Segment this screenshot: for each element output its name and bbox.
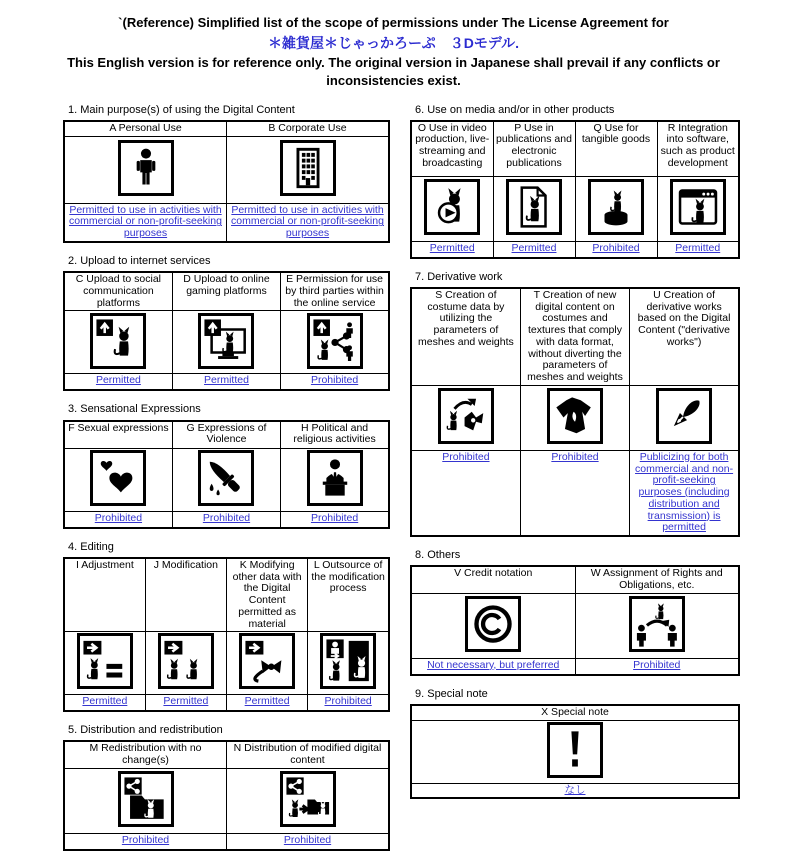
section-4 bbox=[63, 541, 390, 712]
cell-header bbox=[227, 741, 390, 768]
cell-header bbox=[145, 558, 226, 632]
section-1 bbox=[63, 104, 390, 243]
cell-icon bbox=[411, 176, 493, 241]
cell-status-text: Prohibited bbox=[310, 511, 359, 524]
cat-monitor-upload-icon bbox=[198, 313, 254, 369]
cell-status bbox=[64, 833, 227, 850]
cell-header-text: D Upload to online gaming platforms bbox=[183, 273, 270, 297]
person-icon bbox=[118, 140, 174, 196]
cell-header bbox=[172, 421, 280, 449]
cell-icon bbox=[227, 632, 308, 695]
two-cats-modify-icon bbox=[158, 633, 214, 689]
section-8 bbox=[410, 549, 740, 676]
cell-header bbox=[411, 288, 520, 386]
cell-icon bbox=[64, 768, 227, 833]
cell-header-text: F Sexual expressions bbox=[68, 421, 169, 434]
cell-header bbox=[411, 566, 575, 593]
building-icon bbox=[280, 140, 336, 196]
cell-status-text: Permitted bbox=[163, 695, 209, 708]
cell-status-text: Permitted bbox=[95, 374, 141, 387]
section-6 bbox=[410, 104, 740, 259]
cell-header-text: X Special note bbox=[541, 706, 609, 719]
cell-status-text: Permitted bbox=[511, 241, 557, 254]
permissions-table-7 bbox=[410, 287, 740, 537]
section-7 bbox=[410, 271, 740, 537]
cell-status-text: なし bbox=[564, 783, 586, 796]
section-title: 5. Distribution and redistribution bbox=[68, 724, 223, 737]
cell-icon bbox=[145, 632, 226, 695]
copyright-icon bbox=[465, 596, 521, 652]
cell-header-text: Q Use for tangible goods bbox=[581, 121, 651, 146]
header-line1: `(Reference) Simplified list of the scope of permissions under The License Agreement for bbox=[118, 15, 669, 30]
cell-status bbox=[281, 511, 389, 528]
cell-status bbox=[145, 695, 226, 712]
cell-status bbox=[520, 450, 629, 536]
cell-icon bbox=[281, 311, 389, 374]
cell-status bbox=[227, 833, 390, 850]
cell-status bbox=[308, 695, 389, 712]
cell-status bbox=[64, 374, 172, 391]
bow-modify-icon bbox=[239, 633, 295, 689]
permissions-table-8 bbox=[410, 565, 740, 676]
cell-header bbox=[308, 558, 389, 632]
cat-costume-pieces-icon bbox=[438, 388, 494, 444]
cell-icon bbox=[64, 448, 172, 511]
cell-status bbox=[575, 658, 739, 675]
cell-header-text: U Creation of derivative works based on the Digital Content ("derivative works") bbox=[637, 288, 731, 348]
cell-header bbox=[64, 421, 172, 449]
cell-header bbox=[172, 272, 280, 311]
cell-header-text: W Assignment of Rights and Obligations, etc. bbox=[590, 567, 723, 592]
costume-texture-icon bbox=[547, 388, 603, 444]
cell-status-text: Prohibited bbox=[592, 241, 640, 254]
folder-share-modified-cat-icon bbox=[280, 771, 336, 827]
cell-status-text: Permitted to use in activities with commercial or non-profit-seeking purposes bbox=[69, 203, 222, 240]
cell-header-text: M Redistribution with no change(s) bbox=[89, 742, 202, 766]
cell-header-text: T Creation of new digital content on costumes and textures that comply with data format, without diverting the parameters of meshes and weights bbox=[527, 288, 623, 384]
folder-share-cat-icon bbox=[118, 771, 174, 827]
cell-header-text: S Creation of costume data by utilizing the parameters of meshes and weights bbox=[418, 288, 514, 348]
cell-status bbox=[172, 374, 280, 391]
cell-icon bbox=[493, 176, 575, 241]
cell-icon bbox=[64, 136, 227, 203]
exclamation-icon bbox=[547, 722, 603, 778]
cell-header-text: E Permission for use by third parties within the online service bbox=[285, 273, 384, 309]
cell-icon bbox=[172, 448, 280, 511]
permissions-table-5 bbox=[63, 740, 390, 851]
header-disclaimer: This English version is for reference only. The original version in Japanese shall prevail if any conflicts or inconsistencies exist. bbox=[67, 55, 720, 89]
cell-status-text: Not necessary, but preferred bbox=[427, 658, 560, 671]
cell-header-text: H Political and religious activities bbox=[293, 421, 376, 446]
section-title: 8. Others bbox=[415, 549, 461, 562]
cell-status-text: Permitted bbox=[675, 241, 721, 254]
cell-status bbox=[64, 695, 145, 712]
section-3 bbox=[63, 403, 390, 528]
cell-icon bbox=[575, 593, 739, 658]
cell-status-text: Publicizing for both commercial and non-profit-seeking purposes (including distribution and transmission) is permitted bbox=[635, 450, 734, 534]
cell-status-text: Prohibited bbox=[94, 511, 143, 524]
cell-status bbox=[411, 783, 739, 798]
cell-header bbox=[64, 272, 172, 311]
cell-header-text: N Distribution of modified digital content bbox=[233, 742, 382, 766]
outsource-cats-icon bbox=[320, 633, 376, 689]
permissions-table-3 bbox=[63, 420, 390, 529]
cell-header bbox=[411, 121, 493, 177]
cell-icon bbox=[575, 176, 657, 241]
permissions-table-9 bbox=[410, 704, 740, 799]
document-cat-icon bbox=[506, 179, 562, 235]
cell-header bbox=[630, 288, 739, 386]
cell-header-text: A Personal Use bbox=[109, 121, 182, 134]
cell-icon bbox=[227, 136, 390, 203]
section-title: 9. Special note bbox=[415, 687, 488, 700]
cell-status-text: Prohibited bbox=[121, 833, 170, 846]
cell-header bbox=[64, 741, 227, 768]
cell-icon bbox=[281, 448, 389, 511]
left-column bbox=[63, 104, 390, 863]
cell-status-text: Prohibited bbox=[324, 695, 372, 708]
cell-header bbox=[493, 121, 575, 177]
cell-status bbox=[172, 511, 280, 528]
cat-play-video-icon bbox=[424, 179, 480, 235]
cell-status-text: Prohibited bbox=[310, 374, 359, 387]
cell-header bbox=[575, 566, 739, 593]
cell-icon bbox=[630, 385, 739, 450]
cell-status-text: Prohibited bbox=[633, 658, 681, 671]
cell-header-text: I Adjustment bbox=[75, 558, 134, 571]
cell-icon bbox=[520, 385, 629, 450]
header-title-japanese: ＊雑貨屋＊じゃっかろーぷ ３Dモデル. bbox=[267, 34, 520, 51]
cat-adjust-equals-icon bbox=[77, 633, 133, 689]
knife-blood-icon bbox=[198, 450, 254, 506]
cell-status bbox=[64, 511, 172, 528]
hearts-icon bbox=[90, 450, 146, 506]
cell-header-text: B Corporate Use bbox=[268, 121, 347, 134]
permissions-table-4 bbox=[63, 557, 390, 712]
cell-status-text: Prohibited bbox=[202, 511, 251, 524]
cat-figurine-icon bbox=[588, 179, 644, 235]
permissions-table-2 bbox=[63, 271, 390, 391]
section-9 bbox=[410, 688, 740, 799]
cell-header-text: L Outsource of the modification process bbox=[311, 558, 385, 595]
permissions-table-6 bbox=[410, 120, 740, 259]
right-column bbox=[410, 104, 740, 812]
cell-header bbox=[411, 705, 739, 720]
cell-status bbox=[630, 450, 739, 536]
cell-status bbox=[575, 241, 657, 258]
cell-header-text: K Modifying other data with the Digital Content permitted as material bbox=[232, 558, 302, 630]
section-title: 7. Derivative work bbox=[415, 270, 503, 283]
section-2 bbox=[63, 255, 390, 391]
section-title: 2. Upload to internet services bbox=[68, 254, 211, 267]
cell-status-text: Prohibited bbox=[551, 450, 599, 463]
document-header bbox=[0, 0, 787, 91]
cell-icon bbox=[657, 176, 739, 241]
cell-icon bbox=[308, 632, 389, 695]
cell-header-text: O Use in video production, live-streaming and broadcasting bbox=[415, 121, 490, 169]
cell-header-text: R Integration into software, such as product development bbox=[660, 121, 735, 169]
rights-transfer-icon bbox=[629, 596, 685, 652]
section-title: 6. Use on media and/or in other products bbox=[415, 103, 615, 116]
podium-speaker-icon bbox=[307, 450, 363, 506]
cell-status-text: Permitted to use in activities with commercial or non-profit-seeking purposes bbox=[231, 203, 384, 240]
content-columns bbox=[0, 104, 787, 863]
cell-header bbox=[227, 121, 390, 137]
cell-header-text: G Expressions of Violence bbox=[186, 421, 267, 446]
cat-upload-icon bbox=[90, 313, 146, 369]
cell-status bbox=[64, 203, 227, 242]
cell-status bbox=[411, 658, 575, 675]
cell-status-text: Permitted bbox=[82, 695, 128, 708]
upload-third-parties-icon bbox=[307, 313, 363, 369]
cell-icon bbox=[411, 385, 520, 450]
section-title: 4. Editing bbox=[68, 540, 114, 553]
section-title: 1. Main purpose(s) of using the Digital Content bbox=[68, 103, 295, 116]
cell-status-text: Prohibited bbox=[442, 450, 490, 463]
cell-header-text: V Credit notation bbox=[454, 567, 533, 580]
cell-header bbox=[227, 558, 308, 632]
permissions-table-1 bbox=[63, 120, 390, 243]
cell-icon bbox=[227, 768, 390, 833]
cell-status bbox=[411, 241, 493, 258]
cell-header bbox=[64, 121, 227, 137]
cell-status-text: Permitted bbox=[429, 241, 475, 254]
cell-status-text: Permitted bbox=[204, 374, 249, 387]
cell-icon bbox=[64, 311, 172, 374]
cell-header bbox=[64, 558, 145, 632]
cell-status bbox=[227, 203, 390, 242]
cell-status bbox=[493, 241, 575, 258]
cell-header bbox=[520, 288, 629, 386]
window-cat-icon bbox=[670, 179, 726, 235]
cell-header bbox=[575, 121, 657, 177]
cell-header bbox=[281, 272, 389, 311]
cell-status-text: Permitted bbox=[244, 695, 290, 708]
section-title: 3. Sensational Expressions bbox=[68, 403, 201, 416]
cell-status bbox=[411, 450, 520, 536]
cell-icon bbox=[411, 720, 739, 783]
cell-status-text: Prohibited bbox=[283, 833, 332, 846]
cell-status bbox=[227, 695, 308, 712]
fountain-pen-icon bbox=[656, 388, 712, 444]
cell-icon bbox=[172, 311, 280, 374]
cell-header-text: C Upload to social communication platforms bbox=[75, 273, 162, 309]
section-5 bbox=[63, 724, 390, 851]
cell-header bbox=[657, 121, 739, 177]
cell-header-text: P Use in publications and electronic publications bbox=[496, 121, 572, 169]
cell-icon bbox=[64, 632, 145, 695]
cell-header bbox=[281, 421, 389, 449]
cell-icon bbox=[411, 593, 575, 658]
cell-status bbox=[657, 241, 739, 258]
cell-status bbox=[281, 374, 389, 391]
cell-header-text: J Modification bbox=[153, 558, 218, 571]
